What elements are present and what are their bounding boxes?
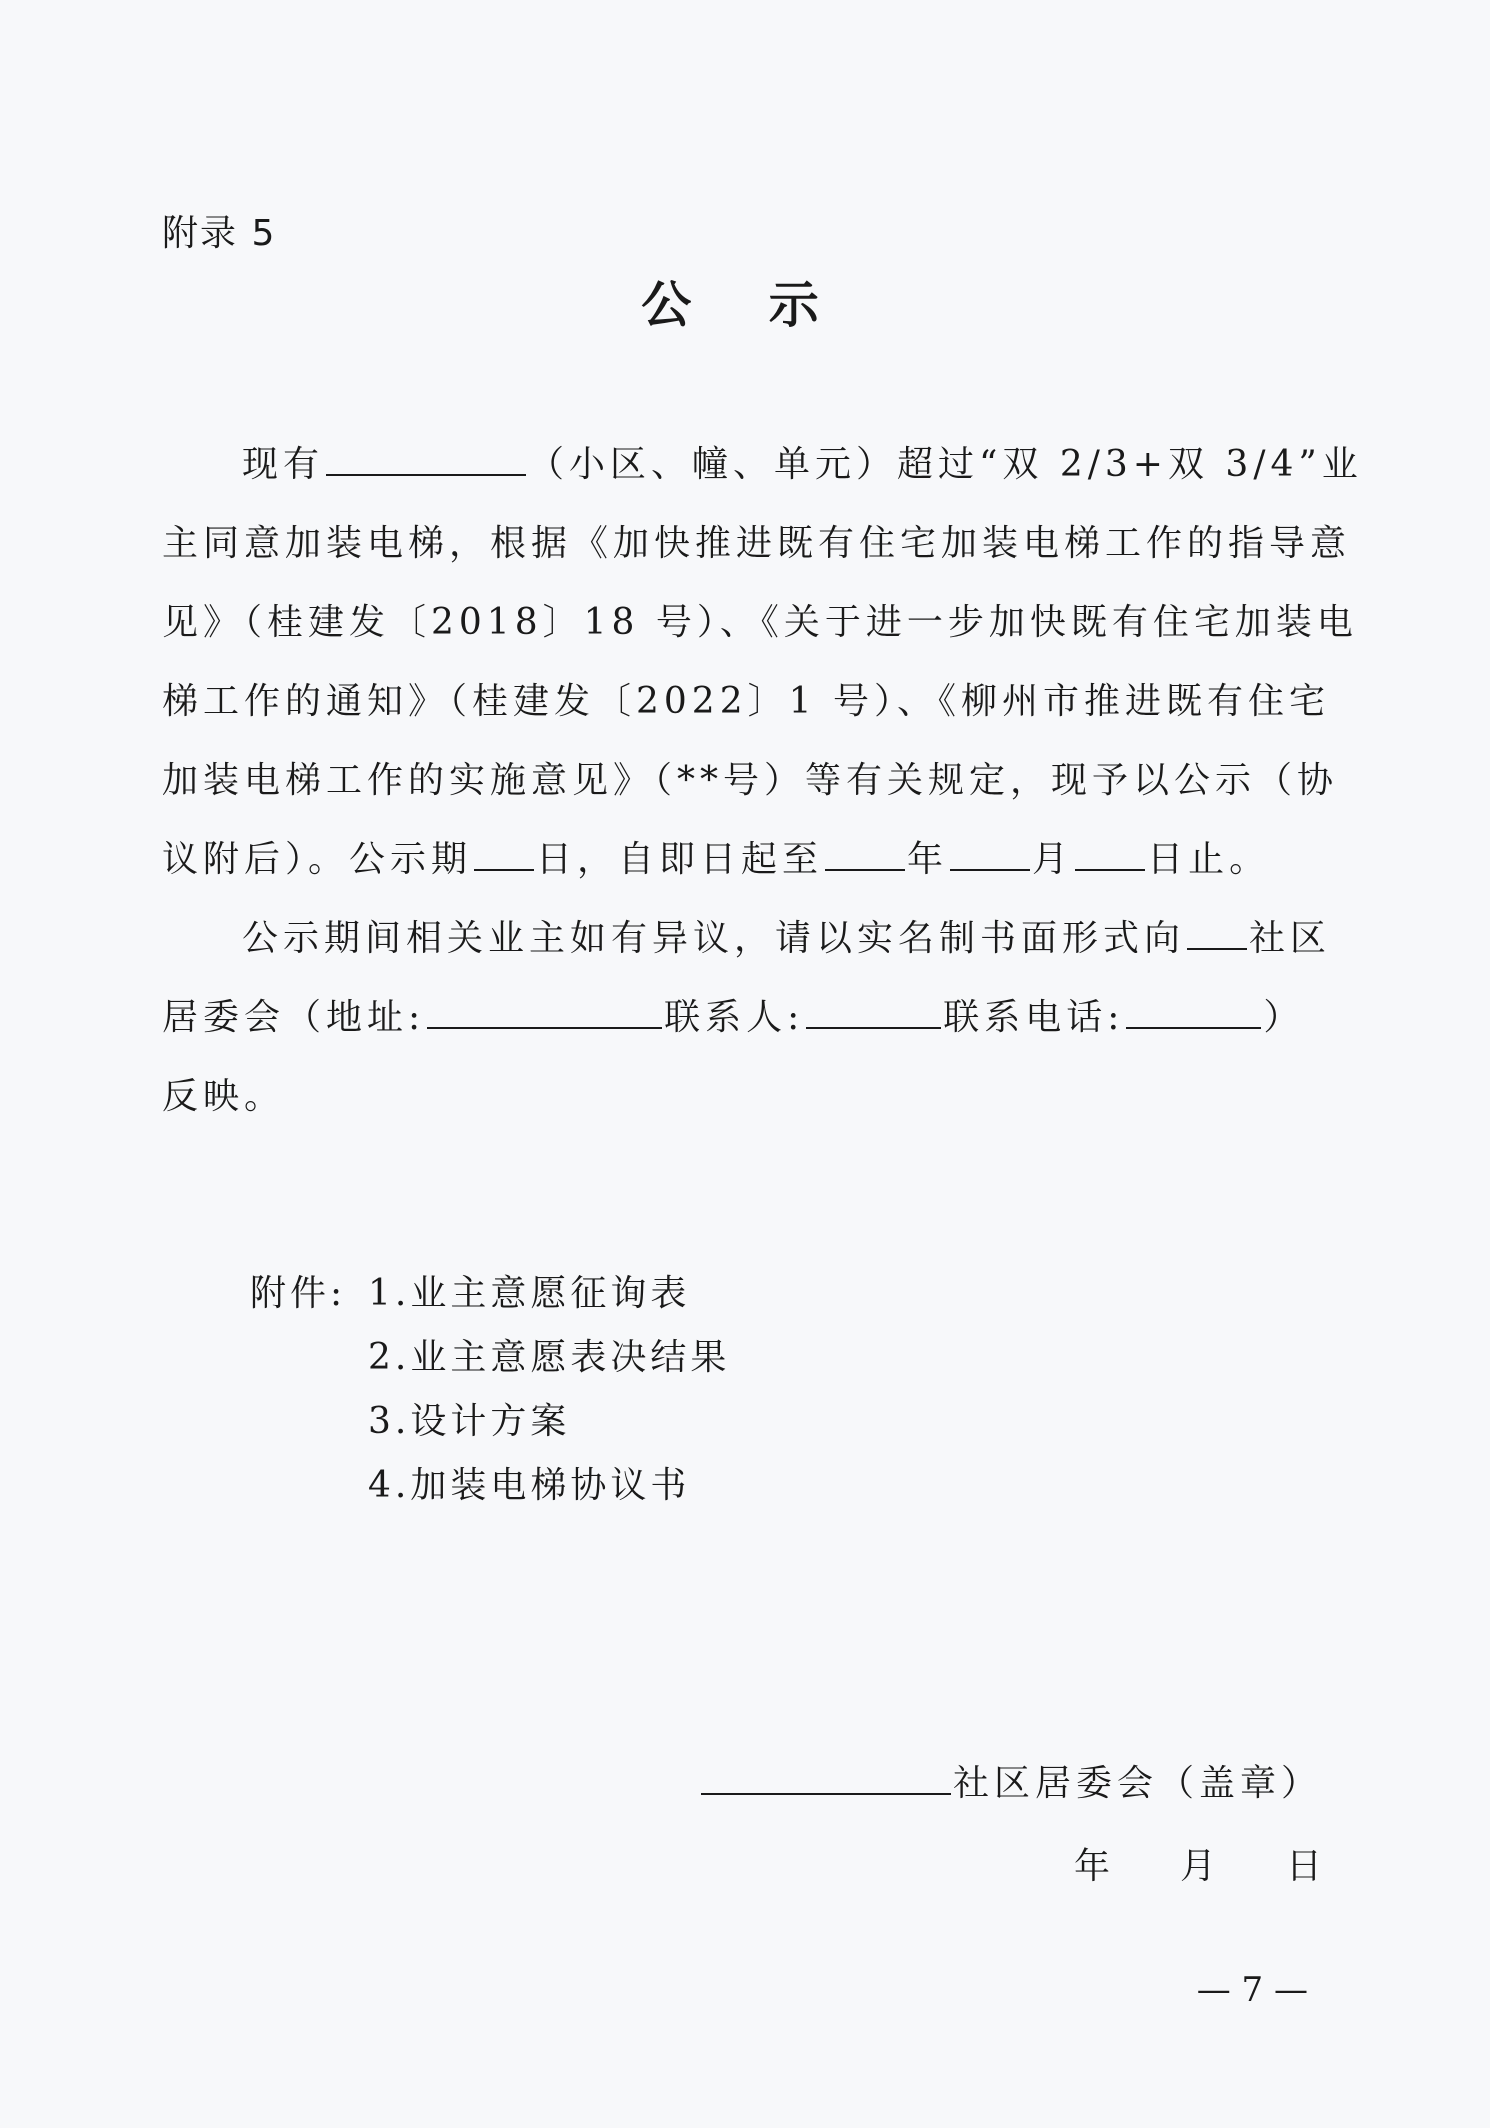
signature-org: 社区居委会（盖章） [952,1763,1322,1804]
blank-year [825,835,905,871]
text-segment: 联系电话: [943,997,1125,1038]
date-year: 年 [1073,1846,1110,1887]
text-segment: （小区、幢、单元）超过“双 2/3+双 3/4”业 [528,444,1363,485]
signature-date [1004,1838,1322,1889]
signature-line [699,1755,1322,1806]
text-segment: 公示期间相关业主如有异议，请以实名制书面形式向 [242,918,1186,959]
blank-day [1075,835,1145,871]
page-title: 公 示 [641,276,849,334]
blank-community-sign [701,1759,951,1795]
blank-month [950,835,1030,871]
attachment-text: 4.加装电梯协议书 [368,1465,691,1506]
paragraph1-line2: 主同意加装电梯，根据《加快推进既有住宅加装电梯工作的指导意 [162,523,1352,564]
date-month: 月 [1179,1846,1216,1887]
notice-body [162,425,1363,1136]
paragraph1-line4: 梯工作的通知》（桂建发〔2022〕1 号）、《柳州市推进既有住宅 [162,681,1330,722]
text-segment: 社区 [1249,918,1332,959]
text-segment: 现有 [242,444,325,485]
paragraph1-line5: 加装电梯工作的实施意见》（**号）等有关规定，现予以公示（协 [162,760,1339,801]
page-number: — 7 — [1196,1970,1308,2010]
text-segment: 议附后）。公示期 [162,839,473,880]
attachment-item [250,1262,730,1326]
blank-address [427,993,662,1029]
blank-period-days [474,835,534,871]
paragraph1-line3: 见》（桂建发〔2018〕18 号）、《关于进一步加快既有住宅加装电 [162,602,1358,643]
blank-community-name [1187,914,1247,950]
paragraph2-line1 [162,899,1332,978]
text-segment: 联系人: [664,997,805,1038]
attachments-label: 附件: [250,1273,347,1314]
paragraph2-line3: 反映。 [162,1076,286,1117]
text-segment: 日，自即日起至 [536,839,824,880]
attachments-list [250,1262,730,1518]
text-segment: 日止。 [1147,839,1271,880]
attachment-text: 1.业主意愿征询表 [368,1273,691,1314]
attachment-item [250,1390,730,1454]
text-segment: 月 [1032,839,1074,880]
text-segment: 居委会（地址: [162,997,426,1038]
date-day: 日 [1285,1846,1322,1887]
blank-contact-person [806,993,941,1029]
blank-community [326,440,526,476]
attachment-text: 2.业主意愿表决结果 [368,1337,731,1378]
text-segment: 年 [907,839,949,880]
paragraph2-line2 [162,978,1322,1057]
appendix-label: 附录 5 [162,213,277,254]
attachment-item [250,1454,730,1518]
blank-contact-phone [1126,993,1261,1029]
paragraph1-line6 [162,820,1322,899]
text-segment: ） [1263,997,1305,1038]
paragraph1-line1 [162,425,1363,504]
attachment-text: 3.设计方案 [368,1401,571,1442]
attachment-item [250,1326,730,1390]
